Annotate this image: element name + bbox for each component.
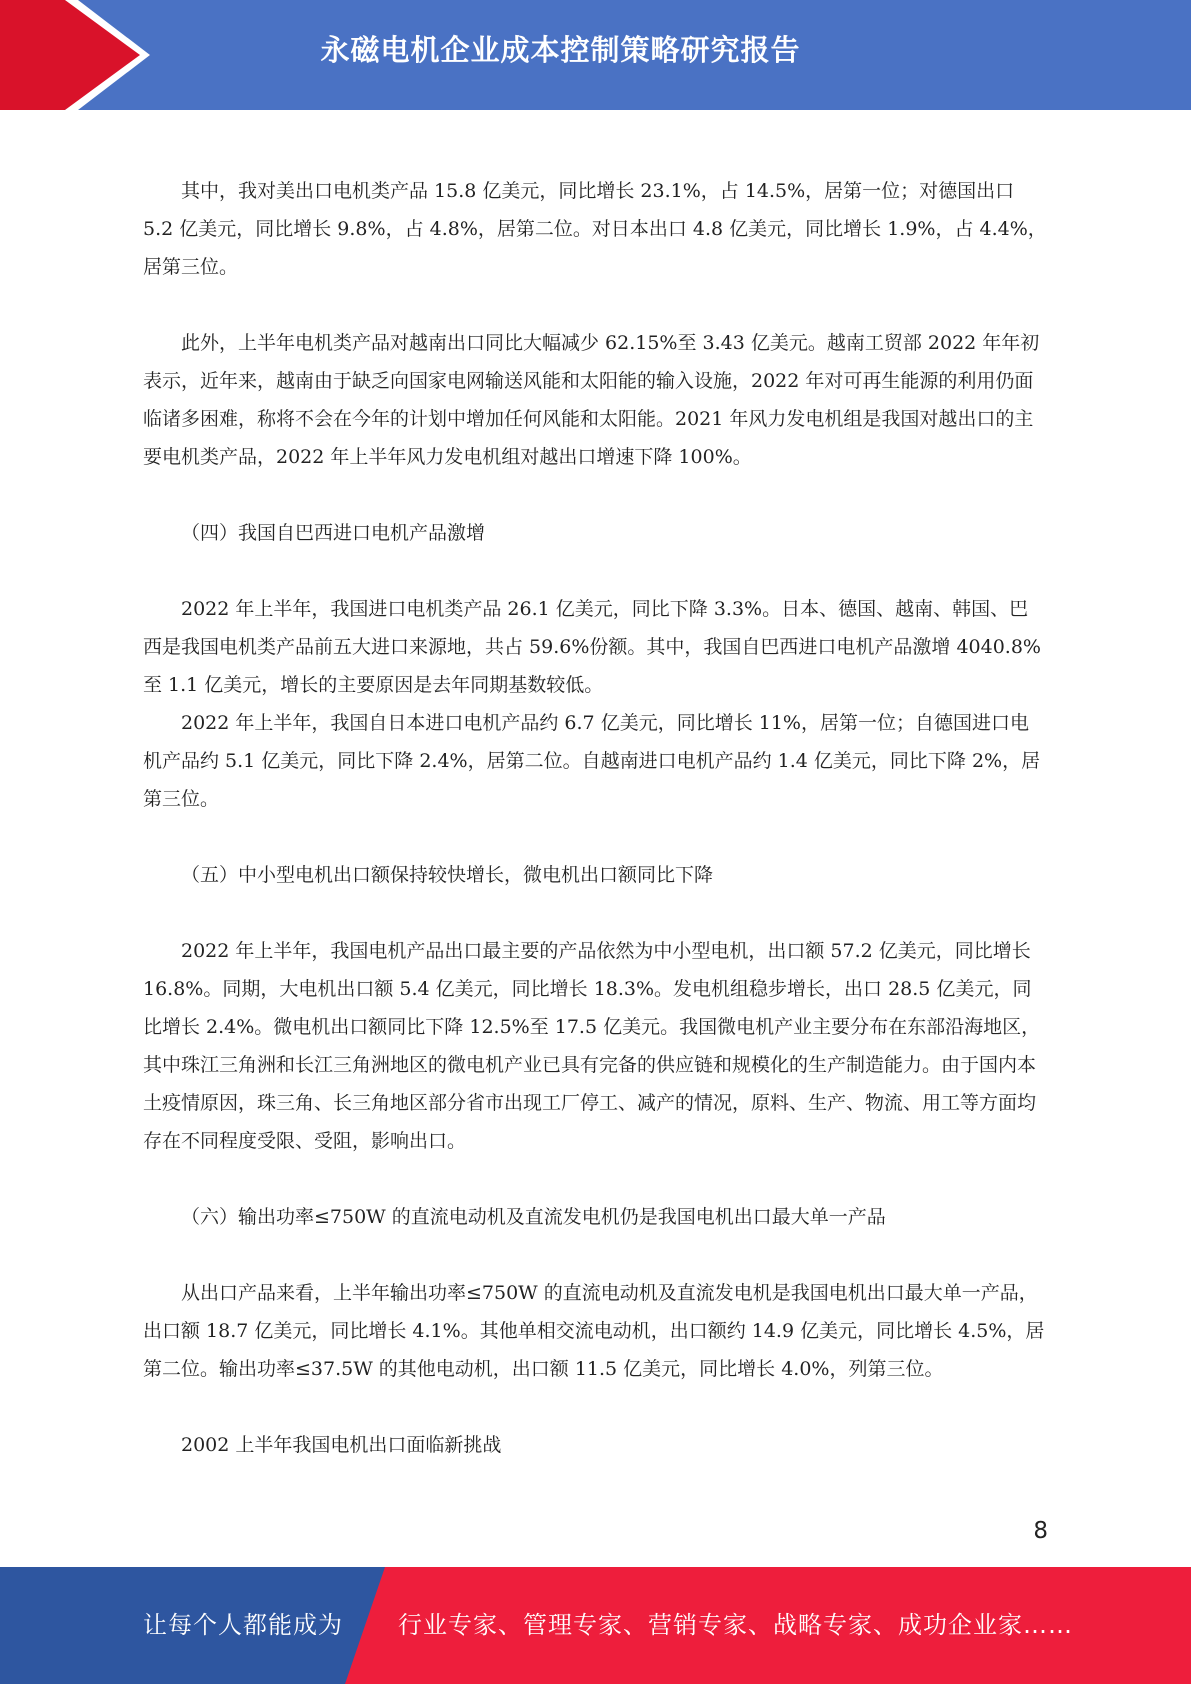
paragraph-vietnam-exports: 此外，上半年电机类产品对越南出口同比大幅减少 62.15%至 3.43 亿美元。越南工贸部 2022 年年初表示，近年来，越南由于缺乏向国家电网输送风能和太阳能的输入设施，2022 年对可再生能源的利用仍面临诸多困难，称将不会在今年的计划中增加任何风能和太阳能。2021 年风力发电机组是我国对越出口的主要电机类产品，2022 年上半年风力发电机组对越出口增速下降 100%。 <box>143 332 1040 468</box>
section-heading-small-medium-motors: （五）中小型电机出口额保持较快增长，微电机出口额同比下降 <box>181 864 714 886</box>
paragraph-motor-export-categories: 2022 年上半年，我国电机产品出口最主要的产品依然为中小型电机，出口额 57.2 亿美元，同比增长 16.8%。同期，大电机出口额 5.4 亿美元，同比增长 18.3%。发电机组稳步增长，出口 28.5 亿美元，同比增长 2.4%。微电机出口额同比下降 12.5%至 17.5 亿美元。我国微电机产业主要分布在东部沿海地区，其中珠江三角洲和长江三角洲地区的微电机产业已具有完备的供应链和规模化的生产制造能力。由于国内本土疫情原因，珠三角、长三角地区部分省市出现工厂停工、减产的情况，原料、生产、物流、用工等方面均存在不同程度受限、受阻，影响出口。 <box>143 940 1041 1152</box>
page-header <box>0 0 1191 110</box>
section-heading-new-challenges: 2002 上半年我国电机出口面临新挑战 <box>181 1434 502 1456</box>
paragraph-us-germany-japan-exports: 其中，我对美出口电机类产品 15.8 亿美元，同比增长 23.1%，占 14.5%，居第一位；对德国出口 5.2 亿美元，同比增长 9.8%，占 4.8%，居第二位。对日本出口 4.8 亿美元，同比增长 1.9%，占 4.4%，居第三位。 <box>143 180 1047 278</box>
footer-slogan-right: 行业专家、管理专家、营销专家、战略专家、成功企业家…… <box>398 1611 1073 1639</box>
page-number: 8 <box>1033 1518 1048 1544</box>
document-title: 永磁电机企业成本控制策略研究报告 <box>320 33 801 67</box>
page-footer <box>0 1567 1191 1684</box>
document-body <box>143 172 1047 1464</box>
header-chevron-decoration <box>0 0 160 110</box>
section-heading-brazil-imports: （四）我国自巴西进口电机产品激增 <box>181 522 486 544</box>
paragraph-product-exports: 从出口产品来看，上半年输出功率≤750W 的直流电动机及直流发电机是我国电机出口最大单一产品，出口额 18.7 亿美元，同比增长 4.1%。其他单相交流电动机，出口额约 14.9 亿美元，同比增长 4.5%，居第二位。输出功率≤37.5W 的其他电动机，出口额 11.5 亿美元，同比增长 4.0%，列第三位。 <box>143 1282 1045 1380</box>
paragraph-japan-germany-imports: 2022 年上半年，我国自日本进口电机产品约 6.7 亿美元，同比增长 11%，居第一位；自德国进口电机产品约 5.1 亿美元，同比下降 2.4%，居第二位。自越南进口电机产品约 1.4 亿美元，同比下降 2%，居第三位。 <box>143 712 1041 810</box>
paragraph-import-sources: 2022 年上半年，我国进口电机类产品 26.1 亿美元，同比下降 3.3%。日本、德国、越南、韩国、巴西是我国电机类产品前五大进口来源地，共占 59.6%份额。其中，我国自巴西进口电机产品激增 4040.8%至 1.1 亿美元，增长的主要原因是去年同期基数较低。 <box>143 598 1041 696</box>
footer-slogan-left: 让每个人都能成为 <box>143 1611 343 1639</box>
section-heading-dc-motors: （六）输出功率≤750W 的直流电动机及直流发电机仍是我国电机出口最大单一产品 <box>181 1206 886 1228</box>
